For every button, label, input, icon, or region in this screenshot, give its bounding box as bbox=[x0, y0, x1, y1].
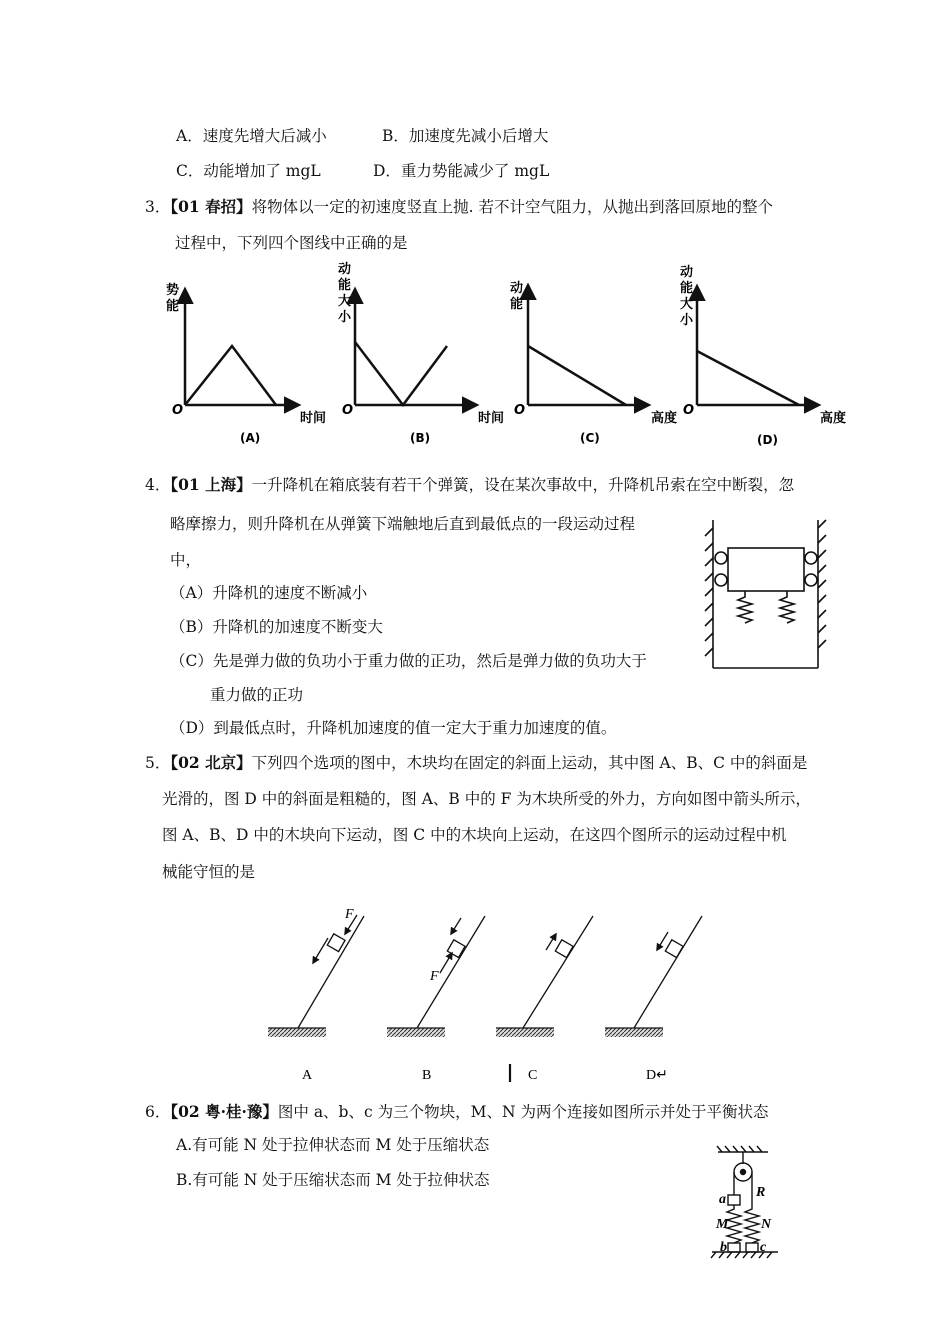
fig-label-a: a bbox=[719, 1192, 726, 1207]
q5-stem bbox=[145, 753, 807, 773]
graph-a-ylabel-1: 势 bbox=[166, 283, 180, 298]
graph-b-ylabel-1: 动 bbox=[338, 262, 352, 277]
graph-b-origin: O bbox=[342, 403, 354, 418]
graph-c-ylabel-2: 能 bbox=[510, 297, 524, 312]
q3-number: 3． bbox=[145, 198, 171, 216]
q3-graphs bbox=[0, 260, 950, 460]
q4-source-tag: 【01 上海】 bbox=[170, 475, 252, 494]
graph-d-tag: (D) bbox=[757, 433, 778, 447]
q6-number: 6． bbox=[145, 1103, 171, 1121]
graph-d-ylabel-2: 能 bbox=[680, 281, 694, 296]
q4-number: 4． bbox=[145, 476, 171, 494]
q4-option-c: （C）先是弹力做的负功小于重力做的正功，然后是弹力做的负功大于 bbox=[170, 652, 647, 670]
q4-option-b: （B）升降机的加速度不断变大 bbox=[170, 618, 383, 636]
graph-d bbox=[697, 287, 818, 405]
q3-stem bbox=[145, 197, 773, 217]
fig-label-b: b bbox=[720, 1240, 727, 1255]
q5-text-line2: 光滑的，图 D 中的斜面是粗糙的，图 A、B 中的 F 为木块所受的外力，方向如图中箭头所示， bbox=[162, 790, 811, 808]
graph-b-tag: (B) bbox=[410, 431, 431, 445]
q4-stem bbox=[145, 475, 794, 495]
fig-label-r: R bbox=[756, 1185, 766, 1200]
q4-text-line2: 略摩擦力，则升降机在从弹簧下端触地后直到最低点的一段运动过程 bbox=[170, 515, 636, 533]
graph-d-xlabel: 高度 bbox=[820, 411, 847, 426]
q4-option-d: （D）到最低点时，升降机加速度的值一定大于重力加速度的值。 bbox=[170, 719, 617, 737]
graph-a bbox=[185, 290, 298, 405]
incline-c-label: C bbox=[528, 1068, 538, 1083]
q5-text-line1: 下列四个选项的图中，木块均在固定的斜面上运动，其中图 A、B、C 中的斜面是 bbox=[251, 754, 808, 772]
graph-a-xlabel: 时间 bbox=[300, 411, 327, 426]
q4-option-c-cont: 重力做的正功 bbox=[210, 686, 304, 704]
graph-a-tag: (A) bbox=[240, 431, 261, 445]
q5-source-tag: 【02 北京】 bbox=[170, 753, 252, 772]
graph-b-xlabel: 时间 bbox=[478, 411, 505, 426]
q3-text-line1: 将物体以一定的初速度竖直上抛. 若不计空气阻力，从抛出到落回原地的整个 bbox=[251, 198, 773, 216]
graph-b-ylabel-2: 能 bbox=[338, 278, 352, 293]
q4-text-line1: 一升降机在箱底装有若干个弹簧，设在某次事故中，升降机吊索在空中断裂，忽 bbox=[251, 476, 795, 494]
q2-option-c: C．动能增加了 mgL bbox=[176, 162, 321, 180]
graph-c-origin: O bbox=[514, 403, 526, 418]
graph-c-ylabel-1: 动 bbox=[510, 281, 524, 296]
graph-a-origin: O bbox=[172, 403, 184, 418]
q3-source-tag: 【01 春招】 bbox=[170, 197, 252, 216]
graph-b-ylabel-3: 大 bbox=[338, 294, 352, 309]
q5-text-line4: 械能守恒的是 bbox=[162, 863, 256, 881]
graph-d-ylabel-4: 小 bbox=[680, 313, 694, 328]
q2-option-b: B．加速度先减小后增大 bbox=[382, 127, 549, 145]
incline-d-label: D↵ bbox=[646, 1068, 668, 1083]
q6-source-tag: 【02 粤·桂·豫】 bbox=[170, 1102, 278, 1121]
q3-text-line2: 过程中，下列四个图线中正确的是 bbox=[175, 234, 408, 252]
fig-label-m: M bbox=[716, 1217, 729, 1232]
graph-d-ylabel-3: 大 bbox=[680, 297, 694, 312]
graph-a-ylabel-2: 能 bbox=[166, 299, 180, 314]
q5-number: 5． bbox=[145, 754, 171, 772]
graph-d-ylabel-1: 动 bbox=[680, 265, 694, 280]
q6-option-b: B.有可能 N 处于压缩状态而 M 处于拉伸状态 bbox=[176, 1171, 490, 1189]
pulley-spring-figure bbox=[0, 1140, 950, 1260]
graph-c bbox=[528, 286, 648, 405]
graph-c-tag: (C) bbox=[580, 431, 600, 445]
graph-d-origin: O bbox=[683, 403, 695, 418]
incline-a-force-label: F bbox=[345, 907, 354, 922]
q4-text-line3: 中， bbox=[170, 551, 202, 569]
fig-label-c: c bbox=[760, 1240, 767, 1255]
fig-label-n: N bbox=[761, 1217, 772, 1232]
graph-b bbox=[355, 290, 476, 405]
q5-text-line3: 图 A、B、D 中的木块向下运动，图 C 中的木块向上运动，在这四个图所示的运动过程中机 bbox=[162, 826, 787, 844]
incline-b-label: B bbox=[422, 1068, 432, 1083]
q6-option-a: A.有可能 N 处于拉伸状态而 M 处于压缩状态 bbox=[176, 1136, 490, 1154]
incline-figures bbox=[0, 895, 950, 1085]
elevator-figure bbox=[0, 515, 950, 695]
q6-stem bbox=[145, 1102, 768, 1122]
q2-option-a: A．速度先增大后减小 bbox=[176, 127, 327, 145]
q2-option-d: D．重力势能减少了 mgL bbox=[373, 162, 550, 180]
q6-text-line1: 图中 a、b、c 为三个物块，M、N 为两个连接如图所示并处于平衡状态 bbox=[277, 1103, 769, 1121]
graph-c-xlabel: 高度 bbox=[651, 411, 678, 426]
q4-option-a: （A）升降机的速度不断减小 bbox=[170, 584, 368, 602]
graph-b-ylabel-4: 小 bbox=[338, 310, 352, 325]
incline-a-label: A bbox=[302, 1068, 313, 1083]
incline-b-force-label: F bbox=[430, 969, 439, 984]
